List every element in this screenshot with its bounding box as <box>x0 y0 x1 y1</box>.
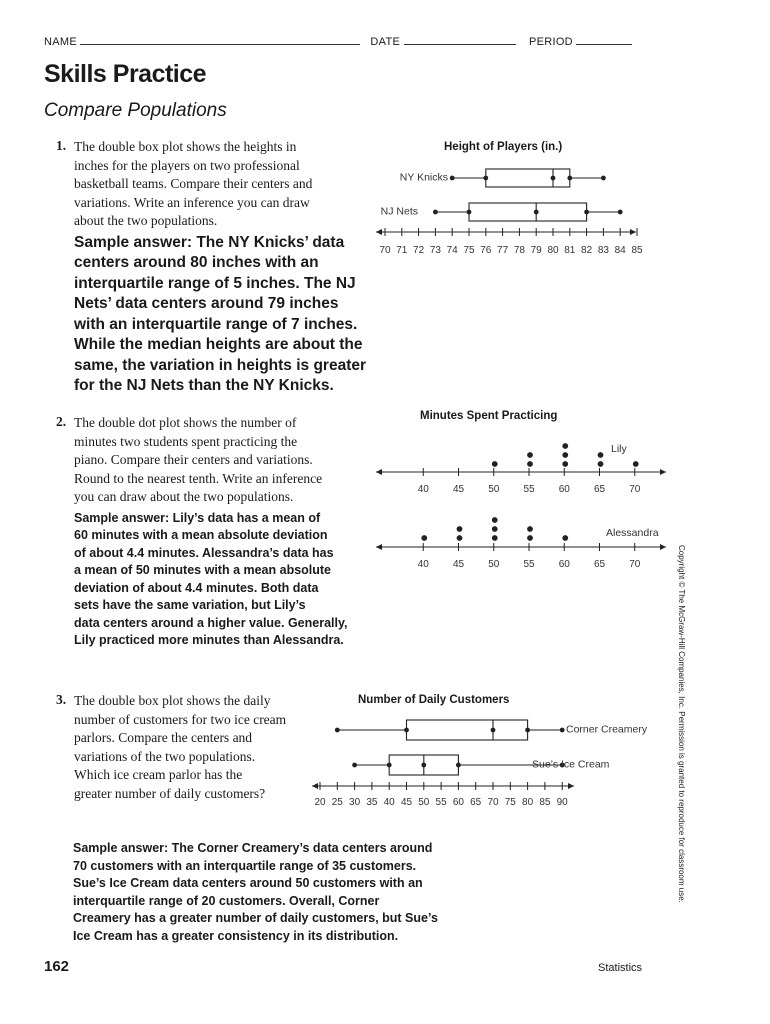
tick-label: 40 <box>383 797 395 808</box>
tick-label: 50 <box>488 484 500 495</box>
question-line: Which ice cream parlor has the <box>74 767 243 782</box>
tick-label: 76 <box>480 245 492 256</box>
tick-label: 50 <box>418 797 430 808</box>
data-point <box>404 728 409 733</box>
period-label: PERIOD <box>528 36 573 48</box>
tick-label: 77 <box>497 245 509 256</box>
data-dot <box>492 517 498 523</box>
answer-line: 70 customers with an interquartile range of 35 customers. <box>73 858 417 873</box>
series-label: Sue’s Ice Cream <box>532 758 610 771</box>
question-3 <box>56 692 316 803</box>
answer-line: data centers around a higher value. Generally, <box>74 615 348 630</box>
question-line: The double box plot shows the heights in <box>74 139 297 154</box>
page-title: Skills Practice <box>44 60 207 88</box>
answer-line: with an interquartile range of 7 inches. <box>74 315 358 333</box>
tick-label: 80 <box>547 245 559 256</box>
tick-label: 35 <box>366 797 378 808</box>
question-text <box>74 692 286 803</box>
answer-line: interquartile range of 20 customers. Overall, Corner <box>73 893 380 908</box>
answer-line: deviation of about 4.4 minutes. Both data <box>74 580 319 595</box>
tick-label: 65 <box>470 797 482 808</box>
arrow-left-icon <box>376 469 382 475</box>
question-line: number of customers for two ice cream <box>74 711 287 727</box>
data-point <box>450 176 455 181</box>
question-line: minutes two students spent practicing the <box>74 433 298 449</box>
answer-line: Sample answer: The NY Knicks’ data <box>74 233 345 251</box>
tick-label: 65 <box>593 559 606 570</box>
data-point <box>433 210 438 215</box>
series-label: Corner Creamery <box>566 723 648 736</box>
date-label: DATE <box>370 36 401 48</box>
tick-label: 65 <box>593 484 606 495</box>
minutes-dot-plot <box>370 430 670 580</box>
tick-label: 85 <box>539 797 551 808</box>
tick-label: 71 <box>396 245 408 256</box>
data-dot <box>492 461 498 467</box>
date-line <box>404 34 516 45</box>
data-dot <box>598 461 604 467</box>
tick-label: 40 <box>417 484 429 495</box>
question-line: parlors. Compare the centers and <box>74 730 253 745</box>
question-line: Round to the nearest tenth. Write an inference <box>74 470 323 486</box>
page-header <box>44 34 644 48</box>
tick-label: 20 <box>314 797 326 808</box>
copyright-notice: Copyright © The McGraw-Hill Companies, Inc. Permission is granted to reproduce for classroom use. <box>677 545 686 903</box>
data-point <box>491 728 496 733</box>
data-point <box>584 210 589 215</box>
data-dot <box>527 452 533 458</box>
data-dot <box>598 452 604 458</box>
answer-3 <box>73 840 493 945</box>
period-line <box>576 34 632 45</box>
data-point <box>456 763 461 768</box>
arrow-left-icon <box>376 544 382 550</box>
tick-label: 60 <box>452 797 464 808</box>
series-label: Alessandra <box>606 527 659 539</box>
answer-line: Lily practiced more minutes than Alessandra. <box>74 633 344 647</box>
name-label: NAME <box>44 36 77 48</box>
tick-label: 70 <box>629 484 641 495</box>
data-dot <box>457 526 463 532</box>
data-dot <box>527 535 533 541</box>
answer-line: of about 4.4 minutes. Alessandra’s data has <box>74 545 334 560</box>
tick-label: 70 <box>487 797 499 808</box>
tick-label: 70 <box>629 559 641 570</box>
answer-line: Nets’ data centers around 79 inches <box>74 295 339 312</box>
tick-label: 72 <box>413 245 425 256</box>
answer-line: Sue’s Ice Cream data centers around 50 customers with an <box>73 876 423 890</box>
question-line: The double dot plot shows the number of <box>74 415 297 430</box>
series-label: NJ Nets <box>380 205 418 218</box>
data-point <box>551 176 556 181</box>
answer-line: Sample answer: The Corner Creamery’s data centers around <box>73 841 433 855</box>
data-point <box>601 176 606 181</box>
answer-line: for the NJ Nets than the NY Knicks. <box>74 377 334 394</box>
tick-label: 25 <box>331 797 343 808</box>
series-label: NY Knicks <box>399 171 448 184</box>
tick-label: 50 <box>488 559 500 570</box>
question-number: 3. <box>56 692 67 707</box>
tick-label: 90 <box>556 797 568 808</box>
answer-line: Sample answer: Lily’s data has a mean of <box>74 510 321 525</box>
answer-line: centers around 80 inches with an <box>74 254 319 271</box>
chart-2-title: Minutes Spent Practicing <box>420 410 558 422</box>
series-label: Lily <box>611 443 627 455</box>
page-number: 162 <box>44 958 70 975</box>
tick-label: 55 <box>435 797 447 808</box>
box <box>407 720 528 740</box>
arrow-right-icon <box>660 469 666 475</box>
tick-label: 55 <box>523 484 535 495</box>
data-dot <box>633 461 639 467</box>
answer-2 <box>74 510 376 650</box>
data-dot <box>457 535 463 541</box>
data-dot <box>562 452 568 458</box>
answer-line: Ice Cream has a greater consistency in its distribution. <box>73 928 399 943</box>
data-dot <box>421 535 427 541</box>
data-point <box>525 728 530 733</box>
tick-label: 81 <box>564 245 576 256</box>
box <box>486 169 570 187</box>
answer-line: sets have the same variation, but Lily’s <box>74 598 306 612</box>
chart-3-title: Number of Daily Customers <box>358 694 510 706</box>
question-line: piano. Compare their centers and variations. <box>74 452 313 467</box>
question-line: greater number of daily customers? <box>74 785 266 801</box>
question-line: The double box plot shows the daily <box>74 693 271 708</box>
tick-label: 85 <box>631 245 643 256</box>
answer-line: 60 minutes with a mean absolute deviation <box>74 528 328 542</box>
data-dot <box>492 535 498 541</box>
tick-label: 60 <box>558 559 570 570</box>
question-line: basketball teams. Compare their centers and <box>74 176 313 191</box>
tick-label: 80 <box>522 797 534 808</box>
data-point <box>387 763 392 768</box>
data-dot <box>492 526 498 532</box>
data-point <box>352 763 357 768</box>
data-dot <box>527 461 533 467</box>
question-line: about the two populations. <box>74 213 218 228</box>
tick-label: 74 <box>446 245 458 256</box>
tick-label: 79 <box>530 245 542 256</box>
data-point <box>567 176 572 181</box>
tick-label: 75 <box>463 245 475 256</box>
data-dot <box>562 461 568 467</box>
tick-label: 84 <box>614 245 626 256</box>
question-line: variations. Write an inference you can draw <box>74 194 310 210</box>
chart-1-title: Height of Players (in.) <box>444 141 563 153</box>
question-text <box>74 138 312 231</box>
tick-label: 78 <box>513 245 525 256</box>
data-point <box>335 728 340 733</box>
customers-box-plot <box>306 712 656 812</box>
tick-label: 45 <box>452 559 465 570</box>
question-line: variations of the two populations. <box>74 748 256 764</box>
page-subtitle: Compare Populations <box>44 100 227 121</box>
arrow-left-icon <box>312 783 318 789</box>
data-point <box>534 210 539 215</box>
arrow-right-icon <box>568 783 574 789</box>
data-point <box>483 176 488 181</box>
question-line: inches for the players on two professional <box>74 157 300 173</box>
subject-label: Statistics <box>598 962 643 974</box>
answer-line: interquartile range of 5 inches. The NJ <box>74 274 356 292</box>
tick-label: 60 <box>558 484 570 495</box>
question-number: 2. <box>56 414 67 429</box>
tick-label: 73 <box>429 245 441 256</box>
tick-label: 30 <box>349 797 361 808</box>
question-text <box>74 414 322 507</box>
answer-line: same, the variation in heights is greater <box>74 356 367 374</box>
data-dot <box>562 443 568 449</box>
data-point <box>421 763 426 768</box>
data-dot <box>562 535 568 541</box>
box <box>469 203 587 221</box>
answer-line: a mean of 50 minutes with a mean absolute <box>74 563 332 577</box>
tick-label: 70 <box>379 245 391 256</box>
question-number: 1. <box>56 138 67 153</box>
question-2 <box>56 414 376 650</box>
data-dot <box>527 526 533 532</box>
tick-label: 55 <box>523 559 535 570</box>
arrow-right-icon <box>630 229 636 235</box>
data-point <box>560 728 565 733</box>
arrow-right-icon <box>660 544 666 550</box>
tick-label: 83 <box>597 245 609 256</box>
tick-label: 82 <box>581 245 593 256</box>
tick-label: 40 <box>417 559 429 570</box>
tick-label: 75 <box>504 797 516 808</box>
answer-1 <box>74 233 386 397</box>
data-point <box>618 210 623 215</box>
name-line <box>80 34 360 45</box>
answer-line: While the median heights are about the <box>74 336 363 353</box>
arrow-left-icon <box>376 229 382 235</box>
height-box-plot <box>370 160 650 260</box>
tick-label: 45 <box>400 797 413 808</box>
data-point <box>467 210 472 215</box>
answer-line: Creamery has a greater number of daily customers, but Sue’s <box>73 911 438 925</box>
question-line: you can draw about the two populations. <box>74 489 294 504</box>
tick-label: 45 <box>452 484 465 495</box>
question-1 <box>56 138 386 397</box>
